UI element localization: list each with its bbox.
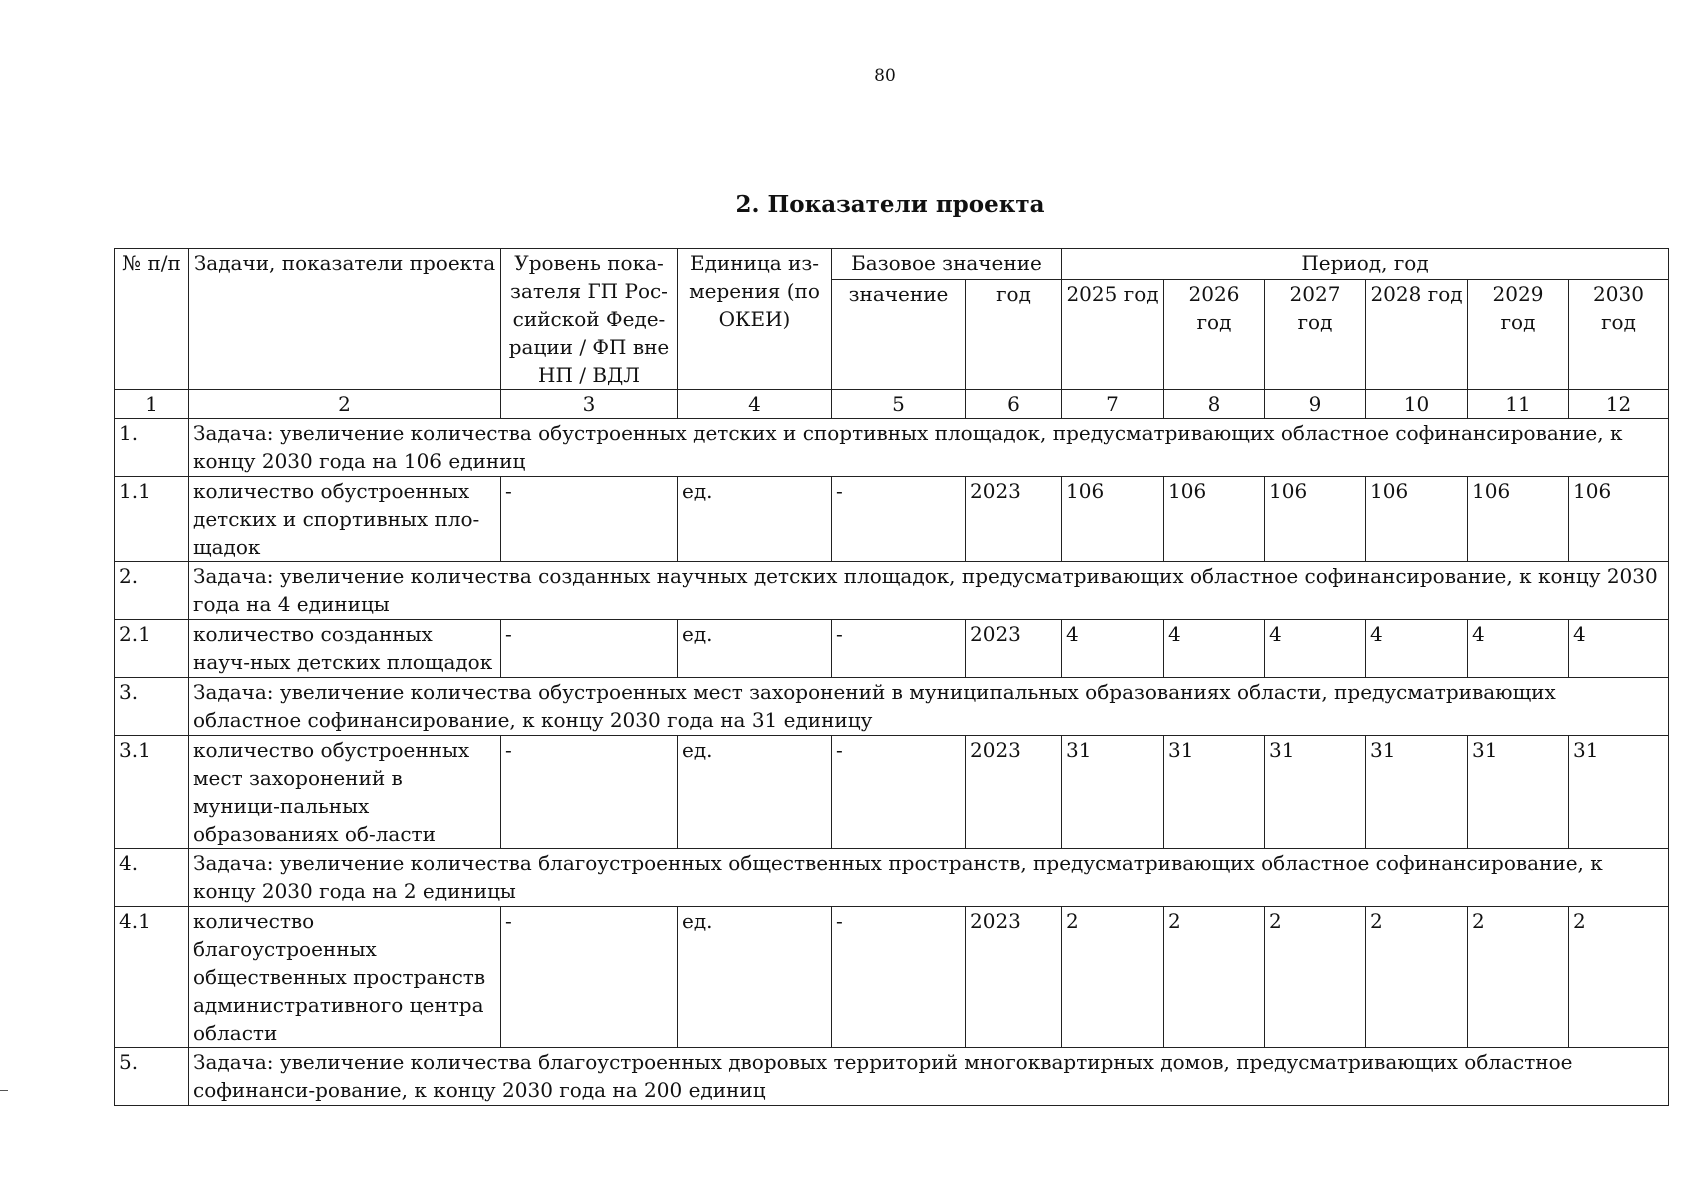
indicator-row [115,477,1669,562]
indicators-table [114,248,1669,1106]
header-base-year: год [966,280,1062,390]
header-year-2028: 2028 год [1366,280,1468,390]
column-number: 7 [1062,390,1164,419]
row-number: 3. [115,678,189,736]
indicator-unit: ед. [678,477,832,562]
indicator-level: - [501,907,678,1048]
year-value: 2 [1569,907,1669,1048]
year-value: 2 [1062,907,1164,1048]
base-value: - [832,620,966,678]
task-text: Задача: увеличение количества обустроенных детских и спортивных площадок, предусматривающих областное софинансирование, к концу 2030 года на 106 единиц [189,419,1669,477]
header-base: Базовое значение [832,249,1062,280]
year-value: 4 [1468,620,1569,678]
row-number: 2. [115,562,189,620]
indicator-unit: ед. [678,736,832,849]
header-year-2027: 2027 год [1265,280,1366,390]
year-value: 31 [1164,736,1265,849]
base-year: 2023 [966,907,1062,1048]
year-value: 31 [1062,736,1164,849]
task-text: Задача: увеличение количества благоустроенных дворовых территорий многоквартирных домов, предусматривающих областное софинанси-рование, к концу 2030 года на 200 единиц [189,1048,1669,1106]
column-number: 6 [966,390,1062,419]
column-number: 4 [678,390,832,419]
year-value: 106 [1062,477,1164,562]
base-value: - [832,477,966,562]
row-number: 1. [115,419,189,477]
year-value: 106 [1265,477,1366,562]
column-number: 12 [1569,390,1669,419]
page-number: 80 [874,66,896,86]
column-number: 2 [189,390,501,419]
year-value: 2 [1468,907,1569,1048]
header-year-2029: 2029 год [1468,280,1569,390]
year-value: 106 [1569,477,1669,562]
row-number: 3.1 [115,736,189,849]
year-value: 106 [1164,477,1265,562]
indicator-unit: ед. [678,907,832,1048]
indicator-name: количество обустроенных мест захоронений в муници-пальных образованиях об-ласти [189,736,501,849]
year-value: 106 [1366,477,1468,562]
year-value: 31 [1569,736,1669,849]
task-text: Задача: увеличение количества обустроенных мест захоронений в муниципальных образованиях области, предусматривающих областное софинансирование, к концу 2030 года на 31 единицу [189,678,1669,736]
year-value: 2 [1265,907,1366,1048]
column-number: 11 [1468,390,1569,419]
header-year-2026: 2026 год [1164,280,1265,390]
base-value: - [832,907,966,1048]
header-base-value: значение [832,280,966,390]
indicator-row [115,736,1669,849]
task-row [115,419,1669,477]
header-unit: Единица из-мерения (по ОКЕИ) [678,249,832,390]
column-number-row [115,390,1669,419]
header-row [115,249,1669,280]
base-year: 2023 [966,620,1062,678]
column-number: 3 [501,390,678,419]
year-value: 106 [1468,477,1569,562]
indicator-name: количество обустроенных детских и спортивных пло-щадок [189,477,501,562]
indicator-level: - [501,477,678,562]
column-number: 5 [832,390,966,419]
row-number: 4.1 [115,907,189,1048]
header-period: Период, год [1062,249,1669,280]
year-value: 4 [1265,620,1366,678]
indicator-unit: ед. [678,620,832,678]
base-year: 2023 [966,736,1062,849]
year-value: 4 [1366,620,1468,678]
row-number: 4. [115,849,189,907]
indicator-level: - [501,620,678,678]
header-num: № п/п [115,249,189,390]
year-value: 2 [1366,907,1468,1048]
column-number: 8 [1164,390,1265,419]
header-year-2025: 2025 год [1062,280,1164,390]
column-number: 10 [1366,390,1468,419]
indicator-row [115,620,1669,678]
task-row [115,1048,1669,1106]
year-value: 31 [1468,736,1569,849]
year-value: 4 [1569,620,1669,678]
task-row [115,849,1669,907]
margin-mark [0,1090,8,1091]
base-year: 2023 [966,477,1062,562]
indicator-row [115,907,1669,1048]
task-row [115,562,1669,620]
column-number: 1 [115,390,189,419]
row-number: 1.1 [115,477,189,562]
year-value: 2 [1164,907,1265,1048]
year-value: 4 [1062,620,1164,678]
indicator-name: количество созданных науч-ных детских площадок [189,620,501,678]
task-row [115,678,1669,736]
section-title: 2. Показатели проекта [735,191,1045,218]
header-tasks: Задачи, показатели проекта [189,249,501,390]
base-value: - [832,736,966,849]
column-number: 9 [1265,390,1366,419]
year-value: 31 [1265,736,1366,849]
indicator-name: количество благоустроенных общественных пространств административного центра области [189,907,501,1048]
year-value: 4 [1164,620,1265,678]
header-year-2030: 2030 год [1569,280,1669,390]
indicator-level: - [501,736,678,849]
task-text: Задача: увеличение количества благоустроенных общественных пространств, предусматривающих областное софинансирование, к концу 2030 года на 2 единицы [189,849,1669,907]
row-number: 2.1 [115,620,189,678]
row-number: 5. [115,1048,189,1106]
header-level: Уровень пока-зателя ГП Рос-сийской Феде-рации / ФП вне НП / ВДЛ [501,249,678,390]
year-value: 31 [1366,736,1468,849]
task-text: Задача: увеличение количества созданных научных детских площадок, предусматривающих областное софинансирование, к концу 2030 года на 4 единицы [189,562,1669,620]
